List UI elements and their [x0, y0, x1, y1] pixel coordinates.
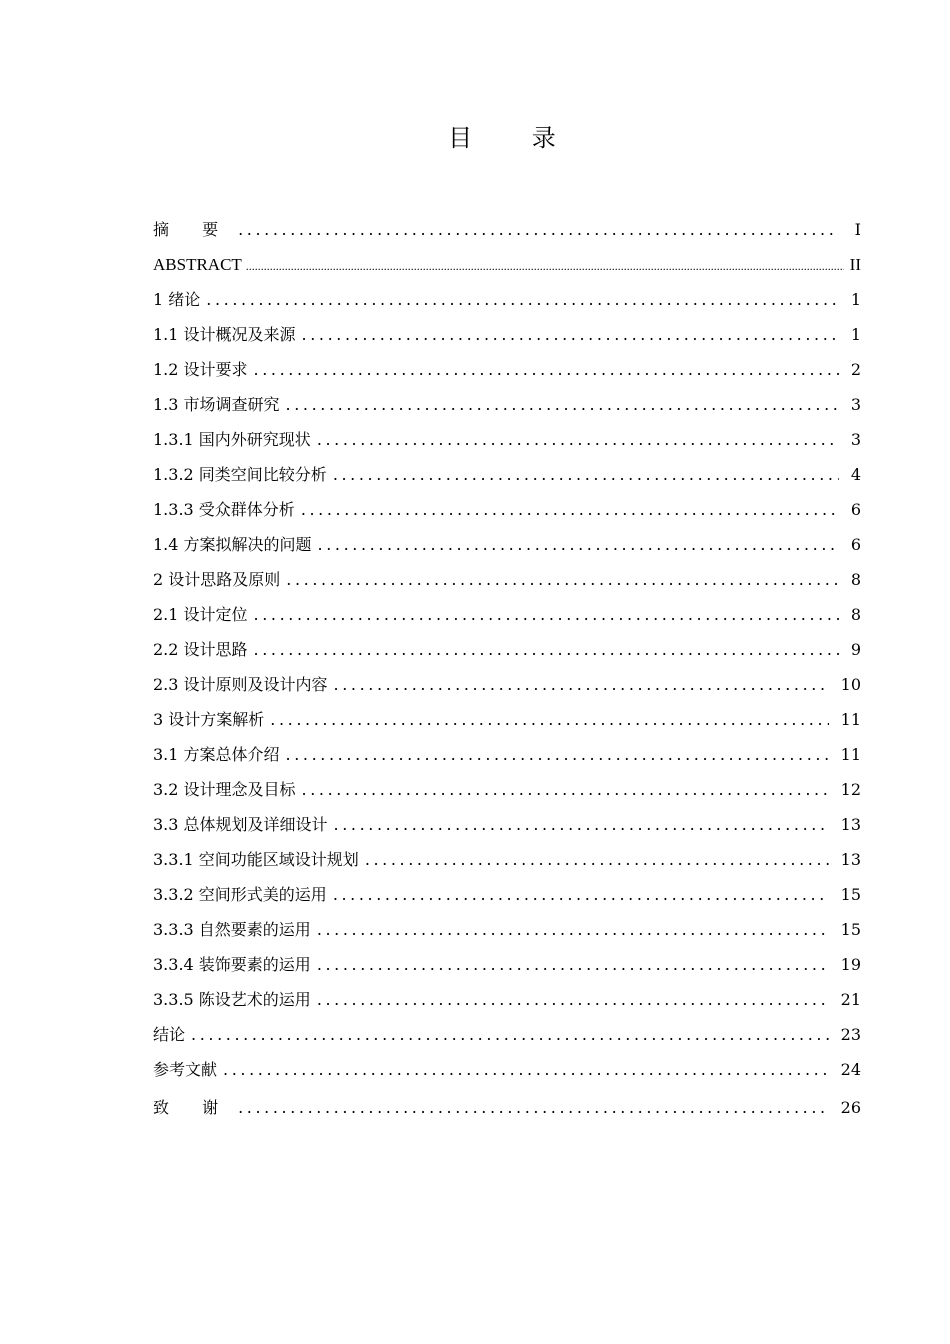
toc-dot-leader	[246, 249, 844, 284]
toc-entry-page-number: 21	[840, 990, 861, 1009]
toc-entry-label: 1.2 设计要求	[153, 360, 248, 379]
toc-dot-leader	[286, 562, 839, 597]
page-title: 目 录	[448, 124, 582, 152]
toc-entry-label: 参考文献	[153, 1060, 218, 1079]
toc-entry-label: 2.3 设计原则及设计内容	[153, 675, 328, 694]
toc-entry[interactable]	[153, 317, 861, 352]
toc-dot-leader	[270, 702, 828, 737]
toc-dot-leader	[333, 877, 829, 912]
toc-entry[interactable]	[153, 1090, 861, 1125]
toc-entry-page-number: 26	[840, 1098, 861, 1117]
toc-entry-label: 2.1 设计定位	[153, 605, 248, 624]
toc-entry-label: 2.2 设计思路	[153, 640, 248, 659]
toc-entry[interactable]	[153, 912, 861, 947]
toc-entry-label: 3.3.3 自然要素的运用	[153, 920, 311, 939]
toc-entry-page-number: 13	[840, 850, 861, 869]
toc-dot-leader	[302, 772, 829, 807]
toc-entry[interactable]	[153, 282, 861, 317]
toc-entry-label: 1 绪论	[153, 290, 201, 309]
toc-entry-page-number: 11	[840, 745, 861, 764]
toc-dot-leader	[286, 737, 829, 772]
toc-entry[interactable]	[153, 387, 861, 422]
toc-entry[interactable]	[153, 1052, 861, 1087]
toc-entry-label: 结论	[153, 1025, 186, 1044]
toc-dot-leader	[223, 1052, 829, 1087]
toc-entry-page-number: 4	[850, 465, 861, 484]
toc-entry[interactable]	[153, 247, 861, 282]
toc-entry[interactable]	[153, 842, 861, 877]
toc-entry-label: 1.3 市场调查研究	[153, 395, 280, 414]
toc-entry[interactable]	[153, 702, 861, 737]
toc-dot-leader	[302, 317, 839, 352]
toc-dot-leader	[334, 667, 829, 702]
toc-entry-label: 1.1 设计概况及来源	[153, 325, 296, 344]
toc-entry-page-number: 8	[850, 605, 861, 624]
toc-entry-page-number: 10	[840, 675, 861, 694]
toc-entry-page-number: 3	[850, 430, 861, 449]
toc-entry-label: 1.3.1 国内外研究现状	[153, 430, 311, 449]
toc-entry[interactable]	[153, 1017, 861, 1052]
toc-entry[interactable]	[153, 632, 861, 667]
toc-dot-leader	[254, 352, 839, 387]
toc-entry-page-number: 11	[840, 710, 861, 729]
toc-entry-page-number: II	[849, 255, 861, 274]
toc-entry-label: 致 谢	[153, 1098, 233, 1117]
toc-entry[interactable]	[153, 352, 861, 387]
toc-dot-leader	[191, 1017, 829, 1052]
toc-entry-label: 3.2 设计理念及目标	[153, 780, 296, 799]
toc-entry-page-number: 19	[840, 955, 861, 974]
toc-entry[interactable]	[153, 947, 861, 982]
toc-dot-leader	[317, 982, 829, 1017]
toc-entry-label: 3.3.5 陈设艺术的运用	[153, 990, 311, 1009]
toc-entry-label: 3.3.4 装饰要素的运用	[153, 955, 311, 974]
toc-dot-leader	[238, 212, 839, 247]
toc-entry-page-number: 2	[850, 360, 861, 379]
toc-entry-page-number: 6	[850, 535, 861, 554]
toc-dot-leader	[365, 842, 829, 877]
toc-entry[interactable]	[153, 772, 861, 807]
toc-entry-page-number: 23	[840, 1025, 861, 1044]
toc-dot-leader	[238, 1090, 829, 1125]
toc-entry[interactable]	[153, 562, 861, 597]
toc-entry-label: 3 设计方案解析	[153, 710, 265, 729]
toc-entry-label: 摘 要	[153, 220, 233, 239]
toc-entry[interactable]	[153, 457, 861, 492]
toc-entry[interactable]	[153, 982, 861, 1017]
toc-dot-leader	[334, 807, 829, 842]
toc-entry[interactable]	[153, 492, 861, 527]
toc-entry-page-number: 1	[850, 290, 861, 309]
toc-entry[interactable]	[153, 527, 861, 562]
toc-entry-page-number: 1	[850, 325, 861, 344]
toc-dot-leader	[206, 282, 839, 317]
toc-dot-leader	[333, 457, 839, 492]
toc-entry-label: 1.3.3 受众群体分析	[153, 500, 295, 519]
toc-entry-page-number: 6	[850, 500, 861, 519]
toc-dot-leader	[254, 597, 839, 632]
toc-entry-page-number: 3	[850, 395, 861, 414]
toc-entry-page-number: 15	[840, 920, 861, 939]
toc-entry-page-number: 9	[850, 640, 861, 659]
toc-dot-leader	[317, 947, 829, 982]
toc-entry-label: 3.3.2 空间形式美的运用	[153, 885, 327, 904]
toc-entry-label: 2 设计思路及原则	[153, 570, 281, 589]
toc-entry-label: ABSTRACT	[153, 255, 242, 274]
toc-entry[interactable]	[153, 422, 861, 457]
toc-entry-label: 3.3.1 空间功能区域设计规划	[153, 850, 359, 869]
toc-entry-page-number: 13	[840, 815, 861, 834]
toc-entry-label: 3.1 方案总体介绍	[153, 745, 280, 764]
toc-entry-page-number: 15	[840, 885, 861, 904]
table-of-contents	[153, 212, 861, 1125]
toc-entry[interactable]	[153, 807, 861, 842]
toc-dot-leader	[286, 387, 839, 422]
toc-entry-label: 3.3 总体规划及详细设计	[153, 815, 328, 834]
toc-entry-page-number: I	[854, 220, 861, 239]
toc-dot-leader	[318, 527, 839, 562]
toc-entry[interactable]	[153, 212, 861, 247]
toc-entry-page-number: 24	[840, 1060, 861, 1079]
toc-entry[interactable]	[153, 877, 861, 912]
toc-entry[interactable]	[153, 667, 861, 702]
toc-entry[interactable]	[153, 597, 861, 632]
toc-dot-leader	[301, 492, 839, 527]
toc-dot-leader	[317, 912, 829, 947]
toc-entry[interactable]	[153, 737, 861, 772]
toc-dot-leader	[317, 422, 839, 457]
toc-entry-label: 1.3.2 同类空间比较分析	[153, 465, 327, 484]
toc-dot-leader	[254, 632, 839, 667]
toc-entry-label: 1.4 方案拟解决的问题	[153, 535, 312, 554]
toc-entry-page-number: 8	[850, 570, 861, 589]
toc-entry-page-number: 12	[840, 780, 861, 799]
